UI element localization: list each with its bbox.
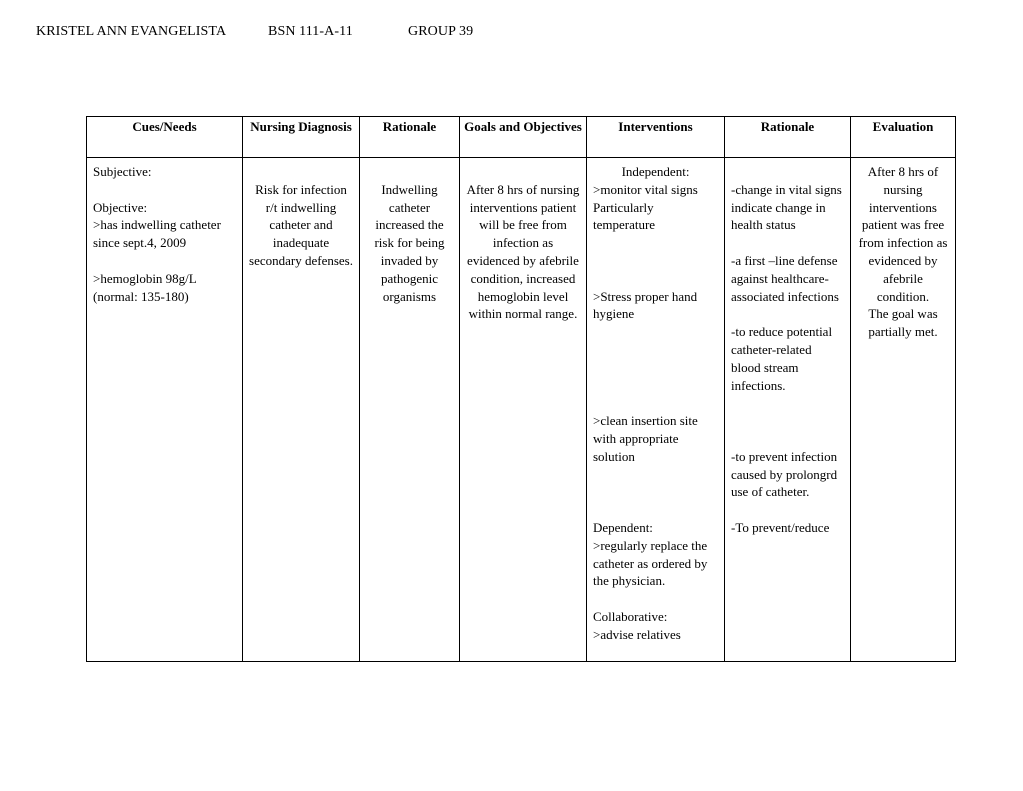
header-rationale: Rationale [360, 117, 460, 158]
header-goals-objectives: Goals and Objectives [460, 117, 587, 158]
cell-interventions-rationale: -change in vital signs indicate change in health status -a first –line defense against healthcare-associated infections -to reduce potential catheter-related blood stream infections. -to prevent infection caused by prolongrd use of catheter. -To prevent/reduce [725, 158, 851, 662]
table-row [87, 158, 956, 662]
cell-interventions [587, 158, 725, 662]
cell-evaluation: After 8 hrs of nursing interventions patient was free from infection as evidenced by afebrile condition. The goal was partially met. [851, 158, 956, 662]
document-header [36, 24, 473, 40]
cell-diagnosis: Risk for infection r/t indwelling catheter and inadequate secondary defenses. [243, 158, 360, 662]
interventions-heading: Independent: [621, 164, 690, 179]
student-name: KRISTEL ANN EVANGELISTA [36, 24, 227, 39]
header-evaluation: Evaluation [851, 117, 956, 158]
table-header-row [87, 117, 956, 158]
group-number: GROUP 39 [408, 24, 474, 39]
cell-goals: After 8 hrs of nursing interventions patient will be free from infection as evidenced by afebrile condition, increased hemoglobin level within normal range. [460, 158, 587, 662]
header-nursing-diagnosis: Nursing Diagnosis [243, 117, 360, 158]
cell-rationale: Indwelling catheter increased the risk for being invaded by pathogenic organisms [360, 158, 460, 662]
cell-cues: Subjective: Objective: >has indwelling catheter since sept.4, 2009 >hemoglobin 98g/L (normal: 135-180) [87, 158, 243, 662]
student-section: BSN 111-A-11 [268, 24, 353, 39]
interventions-list: >monitor vital signs Particularly temperature >Stress proper hand hygiene >clean insertion site with appropriate solution Dependent: >regularly replace the catheter as ordered by the physician. Collaborative: >advise relatives [593, 181, 708, 642]
header-interventions-rationale: Rationale [725, 117, 851, 158]
header-interventions: Interventions [587, 117, 725, 158]
header-cues-needs: Cues/Needs [87, 117, 243, 158]
nursing-care-plan-table [86, 116, 956, 662]
